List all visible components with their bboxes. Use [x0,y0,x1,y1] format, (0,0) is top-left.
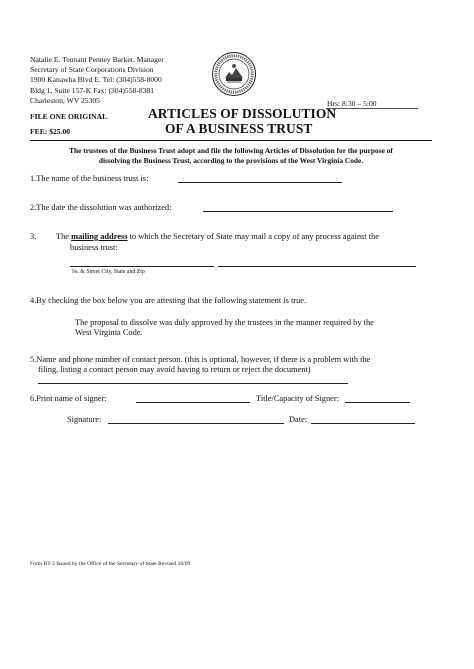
city-state-zip-field[interactable] [218,266,416,267]
filing-fee: FEE: $25.00 [30,127,71,136]
street-address-field[interactable] [70,266,214,267]
date-label: Date: [289,415,308,424]
file-one-original: FILE ONE ORIGINAL [30,112,108,121]
hours-underline [326,108,418,109]
signature-field[interactable] [108,423,284,424]
form-title-line1: ARTICLES OF DISSOLUTION [148,106,337,121]
item4-label: 4.By checking the box below you are attesting that the following statement is true. [30,296,307,305]
dissolution-date-field[interactable] [203,211,393,212]
item1-label: 1.The name of the business trust is: [30,174,149,183]
intro-paragraph [30,146,432,166]
address-sublabel: №. & Street City, State and Zip [72,269,145,275]
header-line: Secretary of State Corporations Division [30,65,154,75]
signature-label: Signature: [67,415,102,424]
header-line: Natalie E. Tennant Penney Barker, Manager [30,55,164,64]
signer-title-label: Title/Capacity of Signer: [256,394,339,403]
form-title-line2: OF A BUSINESS TRUST [165,121,313,136]
item3-line2: business trust: [70,243,118,252]
office-hours: Hrs: 8:30 – 5:00 [327,99,377,108]
item3-post: to which the Secretary of State may mail a copy of any process against the [129,232,379,241]
item5-label-line1: 5.Name and phone number of contact person. (this is optional, however, if there is a problem with the [30,355,371,364]
item2-label: 2.The date the dissolution was authorized: [30,203,172,212]
form-footer: Form BT-3 Issued by the Office of the Secretary of State Revised 10/09 [30,561,191,567]
intro-line: dissolving the Business Trust, according to the provisions of the West Virginia Code. [98,155,364,165]
header-divider [30,140,432,141]
header-line: 1900 Kanawha Blvd E. Tel: (304)558-8000 [30,75,162,85]
item3-number: 3. [30,232,37,241]
item4-statement-line1: The proposal to dissolve was duly approved by the trustees in the manner required by the [75,318,374,327]
trust-name-field[interactable] [178,182,342,183]
item5-label-line2: filing, listing a contact person may avoid having to return or reject the document) [38,365,311,374]
header-line: Charleston, WV 25305 [30,95,100,105]
intro-line: The trustees of the Business Trust adopt and file the following Articles of Dissolution for the purpose of [69,146,393,155]
item6-label: 6.Print name of signer: [30,394,107,403]
date-field[interactable] [311,423,415,424]
header-address [30,55,164,106]
item3-text [56,231,379,242]
item3-pre: The [56,232,70,241]
state-seal-icon [211,51,257,97]
item4-statement-line2: West Virginia Code. [75,328,143,337]
mailing-address-emphasis: mailing address [71,232,128,241]
signer-title-field[interactable] [345,402,410,403]
signer-name-field[interactable] [136,402,250,403]
header-line: Bldg 1, Suite 157-K Fax: (304)558-8381 [30,85,155,95]
contact-person-field[interactable] [38,383,348,384]
